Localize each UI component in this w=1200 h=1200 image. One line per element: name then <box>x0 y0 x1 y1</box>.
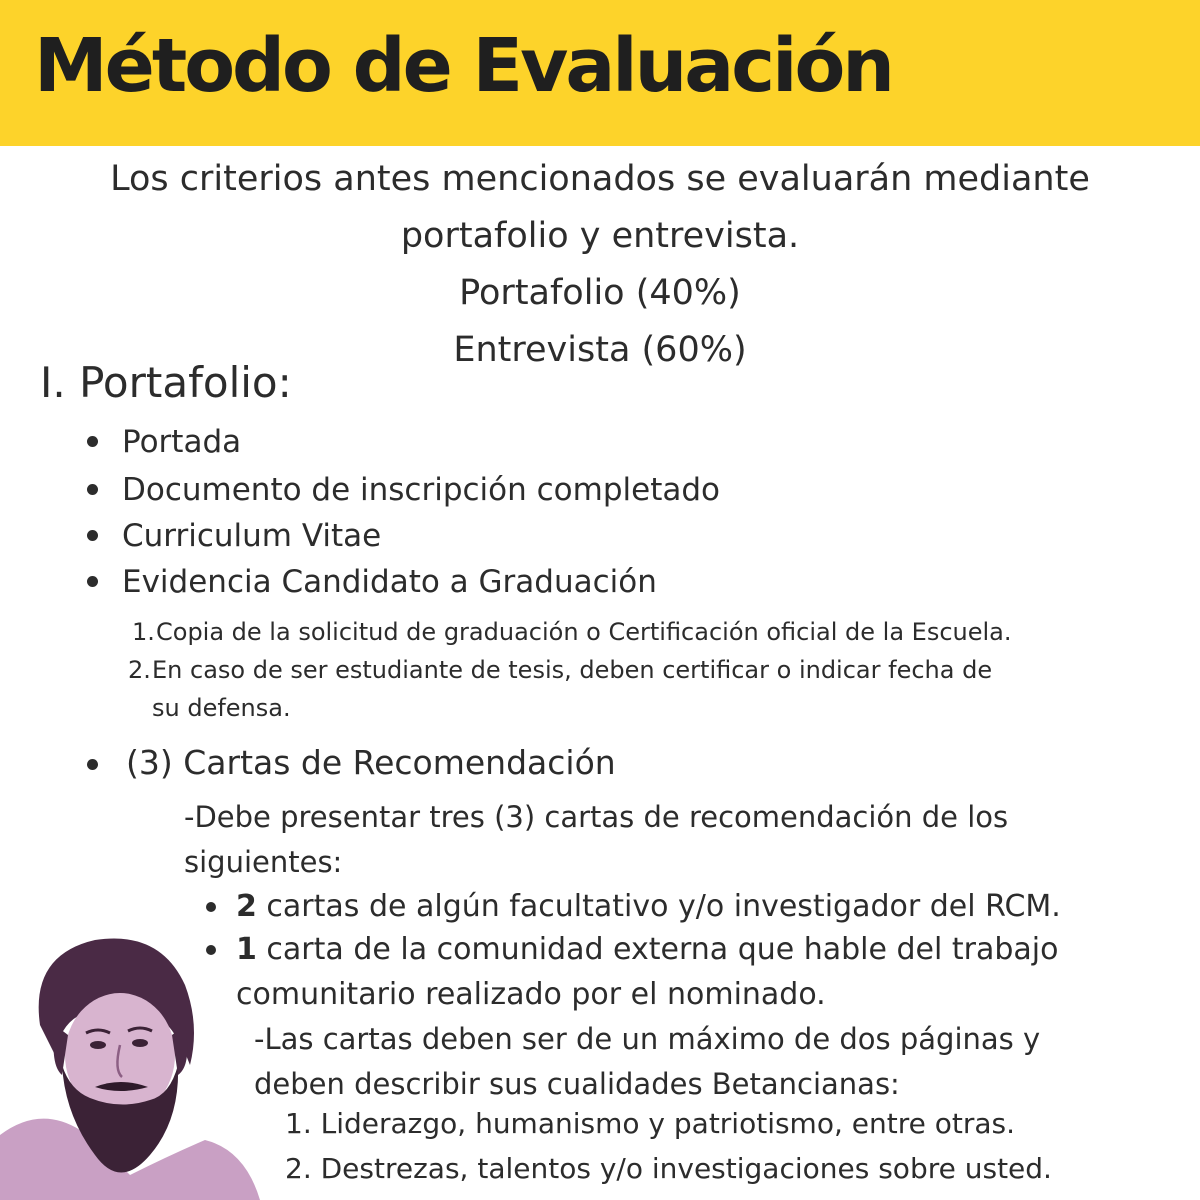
bullet-icon <box>87 759 98 770</box>
numbered-item-continuation <box>152 689 291 727</box>
letter-count: 1 <box>236 932 257 967</box>
bullet-icon <box>87 436 98 447</box>
bullet-icon <box>87 576 98 587</box>
letter-text: comunitario realizado por el nominado. <box>236 977 826 1012</box>
list-item-label: Evidencia Candidato a Graduación <box>122 564 657 600</box>
letters-note <box>254 1017 1040 1107</box>
item-number: 2. <box>128 656 151 684</box>
letter-requirement-continuation <box>236 972 826 1017</box>
bullet-icon <box>87 484 98 495</box>
quality-item: 1. Liderazgo, humanismo y patriotismo, entre otras. <box>285 1107 1016 1140</box>
intro-line: Los criterios antes mencionados se evaluarán mediante <box>110 159 1090 199</box>
list-item-label: Documento de inscripción completado <box>122 472 721 508</box>
letters-description <box>184 795 1008 885</box>
description-line: -Debe presentar tres (3) cartas de recomendación de los <box>184 800 1009 834</box>
letter-text: carta de la comunidad externa que hable del trabajo <box>266 932 1059 967</box>
qualities-list <box>285 1101 1052 1191</box>
letter-requirement <box>236 884 1061 929</box>
item-text: Copia de la solicitud de graduación o Certificación oficial de la Escuela. <box>156 618 1012 646</box>
intro-text <box>0 151 1200 379</box>
item-text: su defensa. <box>152 694 291 722</box>
list-item-label: Portada <box>122 424 242 460</box>
letter-count: 2 <box>236 889 257 924</box>
intro-line: portafolio y entrevista. <box>400 216 800 256</box>
item-number: 1. <box>132 618 155 646</box>
list-item <box>122 472 720 508</box>
numbered-item <box>132 613 1012 651</box>
portrait-image <box>0 915 260 1200</box>
quality-item: 2. Destrezas, talentos y/o investigaciones sobre usted. <box>285 1152 1052 1185</box>
interview-weight: Entrevista (60%) <box>453 330 747 370</box>
bullet-icon <box>87 530 98 541</box>
numbered-item <box>128 651 993 689</box>
list-item-label: (3) Cartas de Recomendación <box>126 743 616 782</box>
description-line: siguientes: <box>184 845 343 879</box>
page-title: Método de Evaluación <box>34 23 892 109</box>
header-banner <box>0 0 1200 146</box>
letter-text: cartas de algún facultativo y/o investigador del RCM. <box>266 889 1061 924</box>
letter-requirement <box>236 927 1058 972</box>
list-item <box>126 743 616 782</box>
list-item <box>122 424 241 460</box>
list-item <box>122 518 381 554</box>
bullet-icon <box>206 902 216 912</box>
portfolio-weight: Portafolio (40%) <box>459 273 741 313</box>
note-line: deben describir sus cualidades Betancianas: <box>254 1067 900 1101</box>
list-item-label: Curriculum Vitae <box>122 518 382 554</box>
note-line: -Las cartas deben ser de un máximo de dos páginas y <box>254 1022 1041 1056</box>
section-title: I. Portafolio: <box>40 358 292 407</box>
list-item <box>122 564 657 600</box>
item-text: En caso de ser estudiante de tesis, deben certificar o indicar fecha de <box>152 656 993 684</box>
